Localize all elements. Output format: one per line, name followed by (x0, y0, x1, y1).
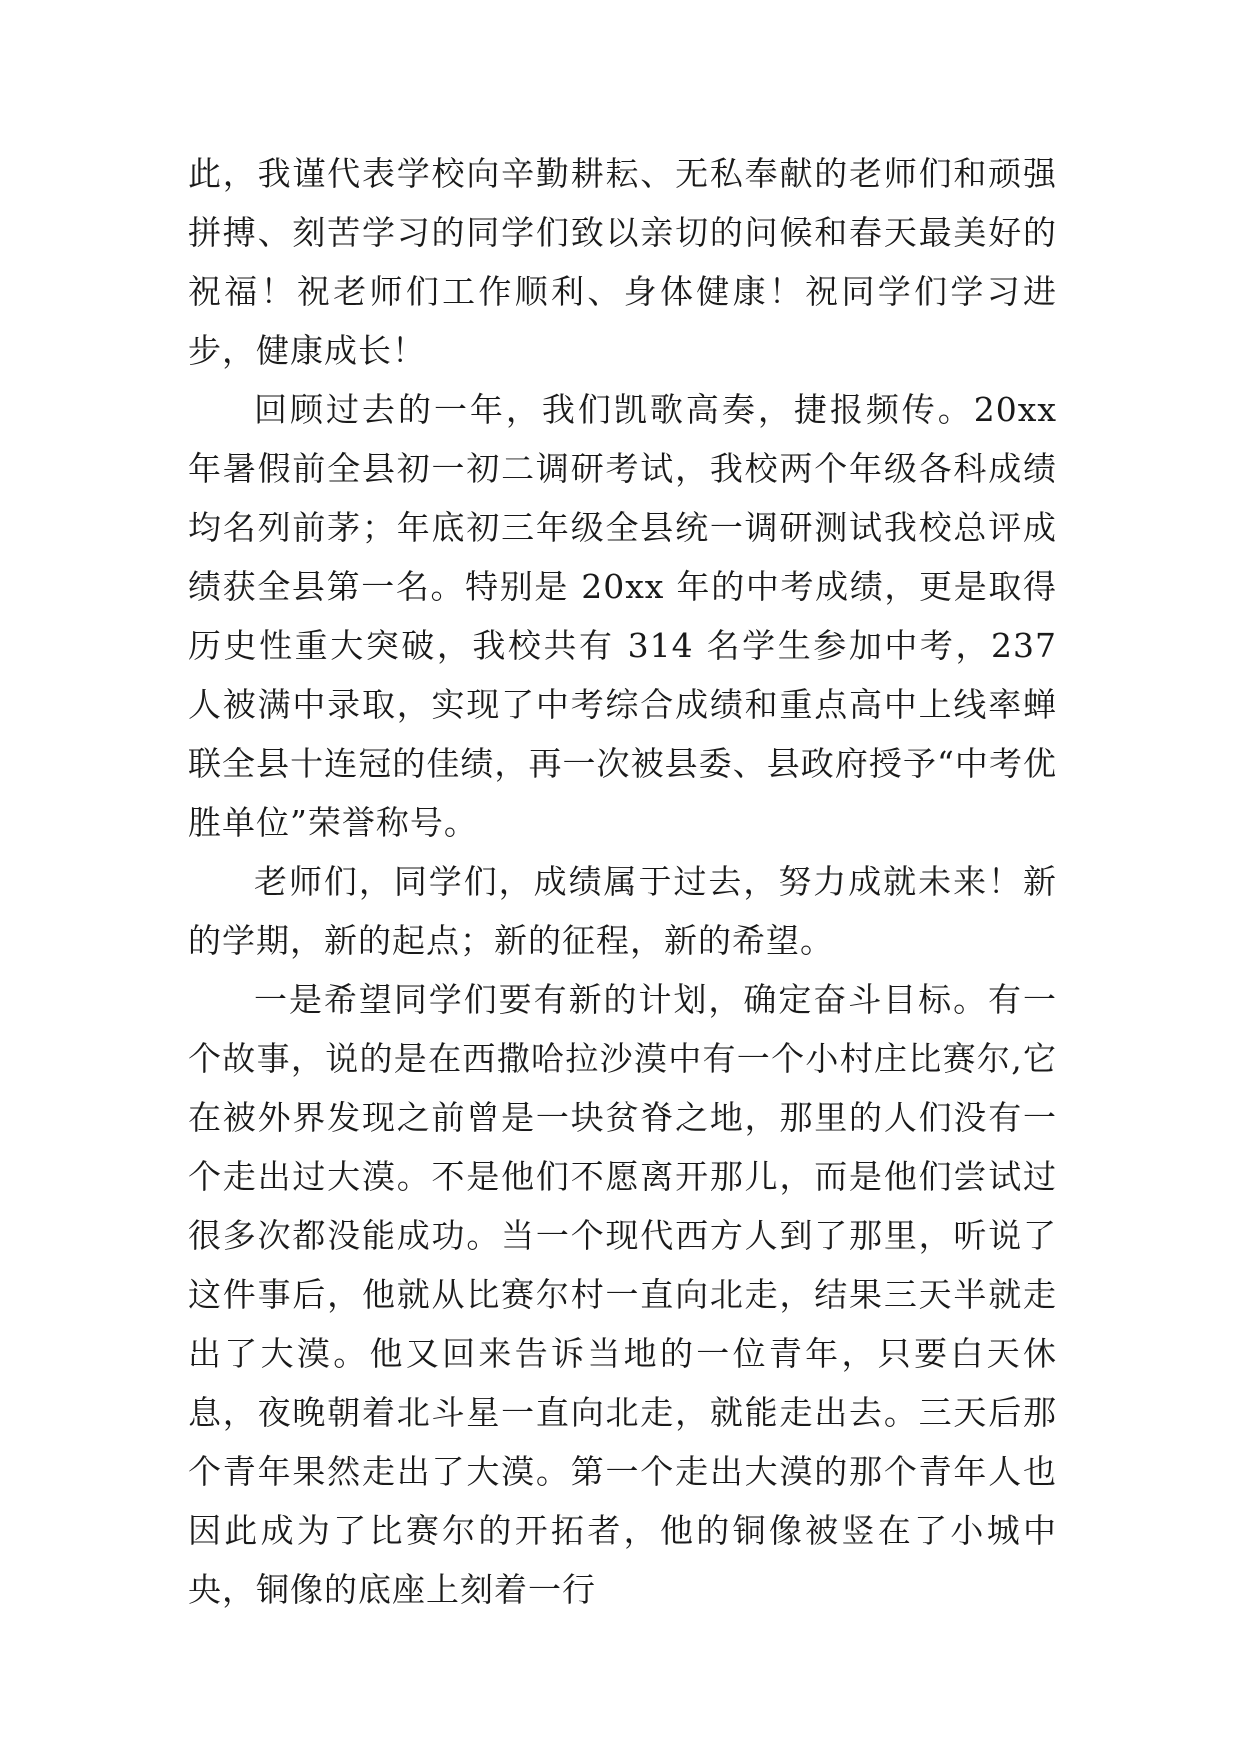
paragraph-4: 一是希望同学们要有新的计划，确定奋斗目标。有一个故事，说的是在西撒哈拉沙漠中有一个小村庄比赛尔,它在被外界发现之前曾是一块贫脊之地，那里的人们没有一个走出过大漠。不是他们不愿离开那儿，而是他们尝试过很多次都没能成功。当一个现代西方人到了那里，听说了这件事后，他就从比赛尔村一直向北走，结果三天半就走出了大漠。他又回来告诉当地的一位青年，只要白天休息，夜晚朝着北斗星一直向北走，就能走出去。三天后那个青年果然走出了大漠。第一个走出大漠的那个青年人也因此成为了比赛尔的开拓者，他的铜像被竖在了小城中央，铜像的底座上刻着一行 (188, 980, 1057, 1609)
paragraph-2: 回顾过去的一年，我们凯歌高奏，捷报频传。20xx 年暑假前全县初一初二调研考试，我校两个年级各科成绩均名列前茅；年底初三年级全县统一调研测试我校总评成绩获全县第一名。特别是 20xx 年的中考成绩，更是取得历史性重大突破，我校共有 314 名学生参加中考，237 人被满中录取，实现了中考综合成绩和重点高中上线率蝉联全县十连冠的佳绩，再一次被县委、县政府授予“中考优胜单位”荣誉称号。 (188, 390, 1057, 842)
document-body (188, 144, 1057, 1619)
paragraph-3: 老师们，同学们，成绩属于过去，努力成就未来！新的学期，新的起点；新的征程，新的希望。 (188, 862, 1057, 960)
paragraph-1: 此，我谨代表学校向辛勤耕耘、无私奉献的老师们和顽强拼搏、刻苦学习的同学们致以亲切的问候和春天最美好的祝福！祝老师们工作顺利、身体健康！祝同学们学习进步，健康成长！ (188, 154, 1057, 370)
